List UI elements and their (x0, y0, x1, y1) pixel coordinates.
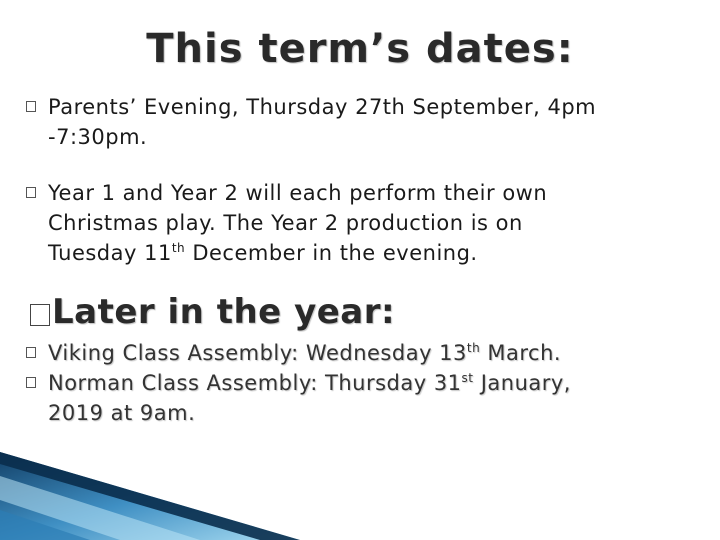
bullet-icon (26, 347, 36, 358)
later-item-line: 2019 at 9am. (48, 401, 196, 425)
later-list (48, 338, 708, 428)
later-heading (30, 292, 395, 332)
corner-decoration (0, 440, 300, 540)
ordinal-suffix: st (461, 371, 474, 385)
ordinal-suffix: th (171, 241, 186, 255)
bullet-icon (26, 101, 36, 112)
later-heading-text: Later in the year: (52, 292, 396, 332)
term-item-line: Year 1 and Year 2 will each perform their own (48, 181, 548, 205)
later-item-text: Viking Class Assembly: Wednesday 13 (48, 341, 467, 365)
date-text-rest: December in the evening. (185, 241, 478, 265)
ordinal-suffix: th (466, 341, 481, 355)
term-item-line (48, 238, 688, 268)
later-item-text-rest: March. (480, 341, 562, 365)
date-text: Tuesday 11 (48, 241, 172, 265)
slide-title: This term’s dates: (146, 26, 574, 72)
bullet-icon (30, 304, 50, 326)
later-item-text-rest: January, (473, 371, 571, 395)
later-item-text: Norman Class Assembly: Thursday 31 (48, 371, 462, 395)
bullet-icon (26, 377, 36, 388)
later-item-viking-assembly (48, 338, 708, 368)
term-item-parents-evening (48, 92, 688, 152)
term-item-line: Parents’ Evening, Thursday 27th September, 4pm (48, 95, 597, 119)
term-item-christmas-play (48, 178, 688, 268)
later-item-norman-assembly (48, 368, 708, 428)
bullet-icon (26, 187, 36, 198)
term-item-line: -7:30pm. (48, 125, 148, 149)
term-item-line: Christmas play. The Year 2 production is on (48, 211, 523, 235)
